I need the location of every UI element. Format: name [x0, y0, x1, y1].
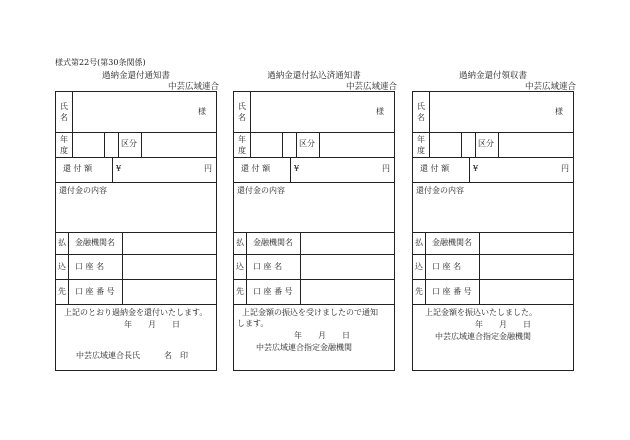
- account-no-label: 口 座 番 号: [253, 287, 293, 296]
- form-issuer: 中芸広域連合: [167, 82, 219, 92]
- sama-label: 様: [555, 107, 563, 116]
- amount-label: 還 付 額: [63, 164, 93, 173]
- account-no-label: 口 座 番 号: [75, 287, 115, 296]
- yen-label: 円: [204, 164, 212, 173]
- refund-notice-form: [55, 69, 217, 372]
- note-text: 上記のとおり過納金を還付いたします。: [64, 308, 208, 317]
- bank-side-1: 払: [58, 238, 66, 247]
- account-type-label: 口 座 名: [75, 262, 105, 271]
- note-text: 上記金額の振込を受けましたので通知: [242, 308, 378, 317]
- form-title: 過納金還付領収書: [458, 71, 527, 81]
- kubun-label: 区分: [121, 139, 137, 148]
- kubun-label: 区分: [478, 139, 494, 148]
- date-line: 年 月 日: [124, 320, 180, 329]
- form-table: [55, 91, 217, 371]
- signer-text: 中芸広域連合指定金融機関: [435, 332, 531, 341]
- bank-side-2: 込: [415, 262, 423, 271]
- year-label: 年 度: [417, 135, 425, 155]
- date-line: 年 月 日: [294, 331, 350, 340]
- content-label: 還付金の内容: [416, 186, 464, 195]
- name-label: 氏 名: [60, 102, 68, 122]
- year-label: 年 度: [60, 135, 68, 155]
- yen-mark: ¥: [473, 164, 479, 173]
- account-type-label: 口 座 名: [253, 262, 283, 271]
- sama-label: 様: [376, 107, 384, 116]
- account-type-label: 口 座 名: [432, 262, 462, 271]
- bank-name-label: 金融機関名: [75, 238, 115, 247]
- content-label: 還付金の内容: [237, 186, 285, 195]
- yen-mark: ¥: [116, 164, 122, 173]
- bank-side-1: 払: [236, 238, 244, 247]
- account-no-label: 口 座 番 号: [432, 287, 472, 296]
- form-table: [233, 91, 395, 371]
- date-line: 年 月 日: [475, 320, 531, 329]
- name-label: 氏 名: [417, 102, 425, 122]
- refund-receipt-form: [412, 69, 574, 372]
- bank-side-1: 払: [415, 238, 423, 247]
- bank-side-3: 先: [58, 287, 66, 296]
- form-issuer: 中芸広域連合: [345, 82, 397, 92]
- bank-name-label: 金融機関名: [432, 238, 472, 247]
- note-text-2: します。: [237, 319, 269, 328]
- bank-side-2: 込: [236, 262, 244, 271]
- yen-label: 円: [382, 164, 390, 173]
- yen-mark: ¥: [294, 164, 300, 173]
- name-label: 氏 名: [238, 102, 246, 122]
- form-code: 様式第22号(第30条関係): [55, 58, 146, 67]
- bank-name-label: 金融機関名: [253, 238, 293, 247]
- year-label: 年 度: [238, 135, 246, 155]
- kubun-label: 区分: [299, 139, 315, 148]
- form-table: [412, 91, 574, 371]
- form-issuer: 中芸広域連合: [524, 82, 576, 92]
- bank-side-2: 込: [58, 262, 66, 271]
- form-title: 過納金還付払込済通知書: [267, 71, 361, 81]
- sama-label: 様: [198, 107, 206, 116]
- note-text: 上記金額を振込いたしました。: [425, 308, 537, 317]
- yen-label: 円: [561, 164, 569, 173]
- amount-label: 還 付 額: [241, 164, 271, 173]
- refund-transfer-notice-form: [233, 69, 395, 372]
- content-label: 還付金の内容: [59, 186, 107, 195]
- signer-text: 中芸広域連合指定金融機関: [256, 343, 352, 352]
- signer-text: 中芸広域連合長氏 名 印: [76, 351, 188, 360]
- bank-side-3: 先: [236, 287, 244, 296]
- bank-side-3: 先: [415, 287, 423, 296]
- form-title: 過納金還付通知書: [101, 71, 170, 81]
- amount-label: 還 付 額: [420, 164, 450, 173]
